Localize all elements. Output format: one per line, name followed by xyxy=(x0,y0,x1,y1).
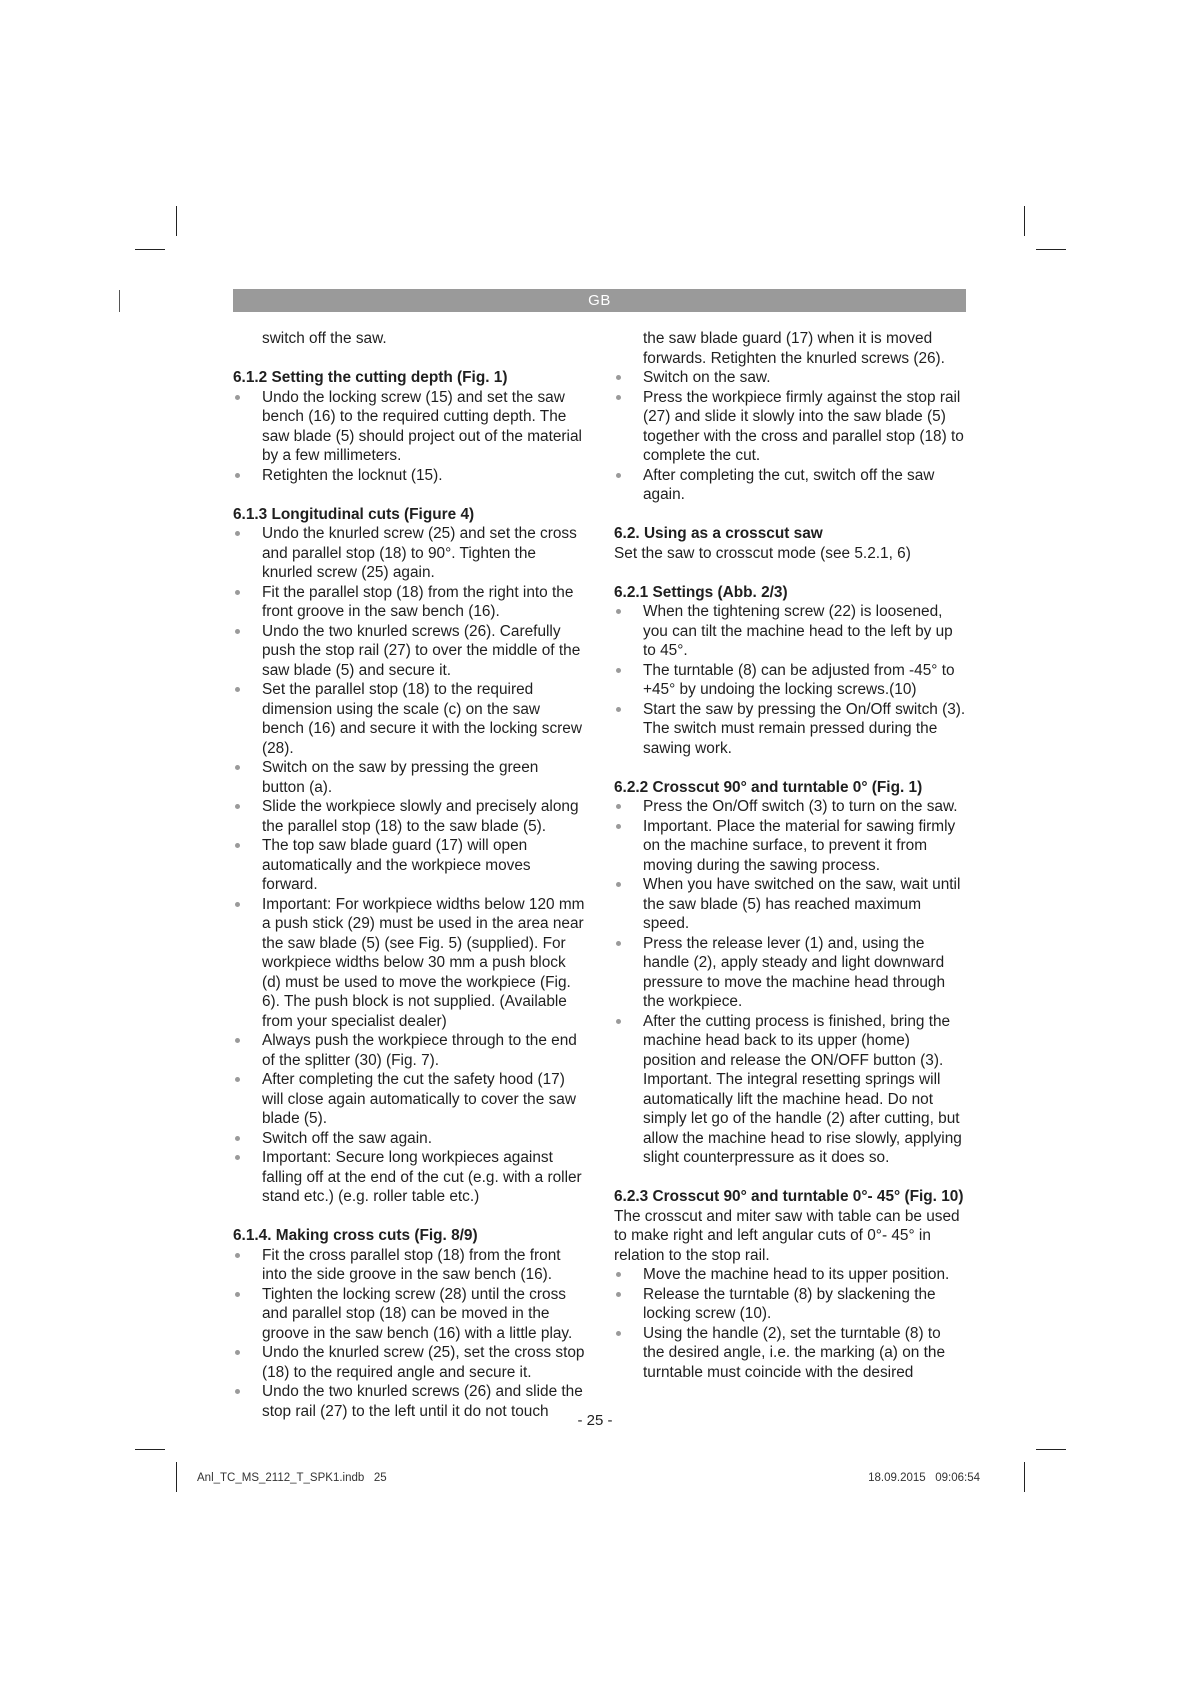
footer-file-info: Anl_TC_MS_2112_T_SPK1.indb 25 xyxy=(197,1472,387,1484)
continuation-text: the saw blade guard (17) when it is moved forwards. Retighten the knurled screws (26). xyxy=(643,330,945,367)
section-heading-6-2-3: 6.2.3 Crosscut 90° and turntable 0°- 45° (Fig. 10) xyxy=(614,1188,964,1205)
page-number: - 25 - xyxy=(577,1412,613,1429)
list-item: Slide the workpiece slowly and precisely along the parallel stop (18) to the saw blade (5). xyxy=(233,797,585,836)
list-item: Important. Place the material for sawing firmly on the machine surface, to prevent it from moving during the sawing process. xyxy=(614,817,966,876)
left-column xyxy=(233,329,585,1421)
list-6-1-2 xyxy=(233,388,585,486)
crop-mark-top-left-h xyxy=(135,249,165,250)
section-heading-6-2: 6.2. Using as a crosscut saw xyxy=(614,525,823,542)
list-item: Switch on the saw by pressing the green button (a). xyxy=(233,758,585,797)
list-6-2-2 xyxy=(614,797,966,1168)
section-heading-6-1-4: 6.1.4. Making cross cuts (Fig. 8/9) xyxy=(233,1227,478,1244)
list-item: Fit the parallel stop (18) from the right into the front groove in the saw bench (16). xyxy=(233,583,585,622)
list-item: Switch on the saw. xyxy=(614,368,966,388)
list-item: Press the workpiece firmly against the stop rail (27) and slide it slowly into the saw blade (5) together with the cross and parallel stop (18) to complete the cut. xyxy=(614,388,966,466)
list-item: Undo the knurled screw (25) and set the cross and parallel stop (18) to 90°. Tighten the knurled screw (25) again. xyxy=(233,524,585,583)
crop-mark-top-right-h xyxy=(1036,249,1066,250)
section-heading-6-1-3: 6.1.3 Longitudinal cuts (Figure 4) xyxy=(233,505,475,523)
crop-mark-bottom-left-v xyxy=(176,1462,177,1492)
crop-mark-bottom-right-v xyxy=(1024,1462,1025,1492)
list-item: The turntable (8) can be adjusted from -45° to +45° by undoing the locking screws.(10) xyxy=(614,661,966,700)
section-text-6-2-3: The crosscut and miter saw with table can be used to make right and left angular cuts of 0°- 45° in relation to the stop rail. xyxy=(614,1207,960,1264)
list-item: Undo the two knurled screws (26). Carefully push the stop rail (27) to over the middle of the saw blade (5) and secure it. xyxy=(233,622,585,681)
list-item: Undo the locking screw (15) and set the saw bench (16) to the required cutting depth. The saw blade (5) should project out of the material by a few millimeters. xyxy=(233,388,585,466)
list-item: When the tightening screw (22) is loosened, you can tilt the machine head to the left by up to 45°. xyxy=(614,602,966,661)
right-column xyxy=(614,329,966,1382)
list-item: Start the saw by pressing the On/Off switch (3). The switch must remain pressed during the sawing work. xyxy=(614,700,966,759)
list-item: Undo the two knurled screws (26) and slide the stop rail (27) to the left until it do not touch xyxy=(233,1382,585,1421)
list-item: Retighten the locknut (15). xyxy=(233,466,585,486)
crop-mark-top-left-v xyxy=(176,206,177,236)
list-top-right xyxy=(614,368,966,505)
list-item: Release the turntable (8) by slackening the locking screw (10). xyxy=(614,1285,966,1324)
section-heading-6-1-2: 6.1.2 Setting the cutting depth (Fig. 1) xyxy=(233,369,508,386)
footer-timestamp: 18.09.2015 09:06:54 xyxy=(868,1472,980,1484)
list-item: Set the parallel stop (18) to the required dimension using the scale (c) on the saw bench (16) and secure it with the locking screw (28). xyxy=(233,680,585,758)
list-item: After the cutting process is finished, bring the machine head back to its upper (home) position and release the ON/OFF button (3). Important. The integral resetting springs will automatically lift the machine head. Do not simply let go of the handle (2) after cutting, but allow the machine head to rise slowly, applying slight counterpressure as it does so. xyxy=(614,1012,966,1168)
list-item: Move the machine head to its upper position. xyxy=(614,1265,966,1285)
list-item: Always push the workpiece through to the end of the splitter (30) (Fig. 7). xyxy=(233,1031,585,1070)
section-heading-6-2-1: 6.2.1 Settings (Abb. 2/3) xyxy=(614,583,788,601)
crop-mark-bottom-left-h xyxy=(135,1449,165,1450)
section-text-6-2: Set the saw to crosscut mode (see 5.2.1, 6) xyxy=(614,544,911,562)
list-item: Press the On/Off switch (3) to turn on the saw. xyxy=(614,797,966,817)
crop-mark-top-right-v xyxy=(1024,206,1025,236)
list-6-2-1 xyxy=(614,602,966,758)
list-6-1-3 xyxy=(233,524,585,1207)
list-item: When you have switched on the saw, wait until the saw blade (5) has reached maximum speed. xyxy=(614,875,966,934)
list-6-1-4 xyxy=(233,1246,585,1422)
crop-mark-bottom-right-h xyxy=(1036,1449,1066,1450)
list-item: Switch off the saw again. xyxy=(233,1129,585,1149)
list-item: The top saw blade guard (17) will open automatically and the workpiece moves forward. xyxy=(233,836,585,895)
list-item: After completing the cut, switch off the saw again. xyxy=(614,466,966,505)
list-item: Important: Secure long workpieces against falling off at the end of the cut (e.g. with a roller stand etc.) (e.g. roller table etc.) xyxy=(233,1148,585,1207)
language-code: GB xyxy=(588,292,611,309)
list-item: Important: For workpiece widths below 120 mm a push stick (29) must be used in the area near the saw blade (5) (see Fig. 5) (supplied). For workpiece widths below 30 mm a push block (d) must be used to move the workpiece (Fig. 6). The push block is not supplied. (Available from your specialist dealer) xyxy=(233,895,585,1032)
intro-text: switch off the saw. xyxy=(262,330,387,347)
section-heading-6-2-2: 6.2.2 Crosscut 90° and turntable 0° (Fig. 1) xyxy=(614,778,923,796)
list-item: Using the handle (2), set the turntable (8) to the desired angle, i.e. the marking (a) on the turntable must coincide with the desired xyxy=(614,1324,966,1383)
list-item: Tighten the locking screw (28) until the cross and parallel stop (18) can be moved in the groove in the saw bench (16) with a little play. xyxy=(233,1285,585,1344)
list-item: Press the release lever (1) and, using the handle (2), apply steady and light downward pressure to move the machine head through the workpiece. xyxy=(614,934,966,1012)
language-header-bar xyxy=(233,289,966,312)
list-item: After completing the cut the safety hood (17) will close again automatically to cover the saw blade (5). xyxy=(233,1070,585,1129)
list-6-2-3 xyxy=(614,1265,966,1382)
registration-mark-left xyxy=(119,290,120,312)
list-item: Undo the knurled screw (25), set the cross stop (18) to the required angle and secure it. xyxy=(233,1343,585,1382)
list-item: Fit the cross parallel stop (18) from the front into the side groove in the saw bench (16). xyxy=(233,1246,585,1285)
